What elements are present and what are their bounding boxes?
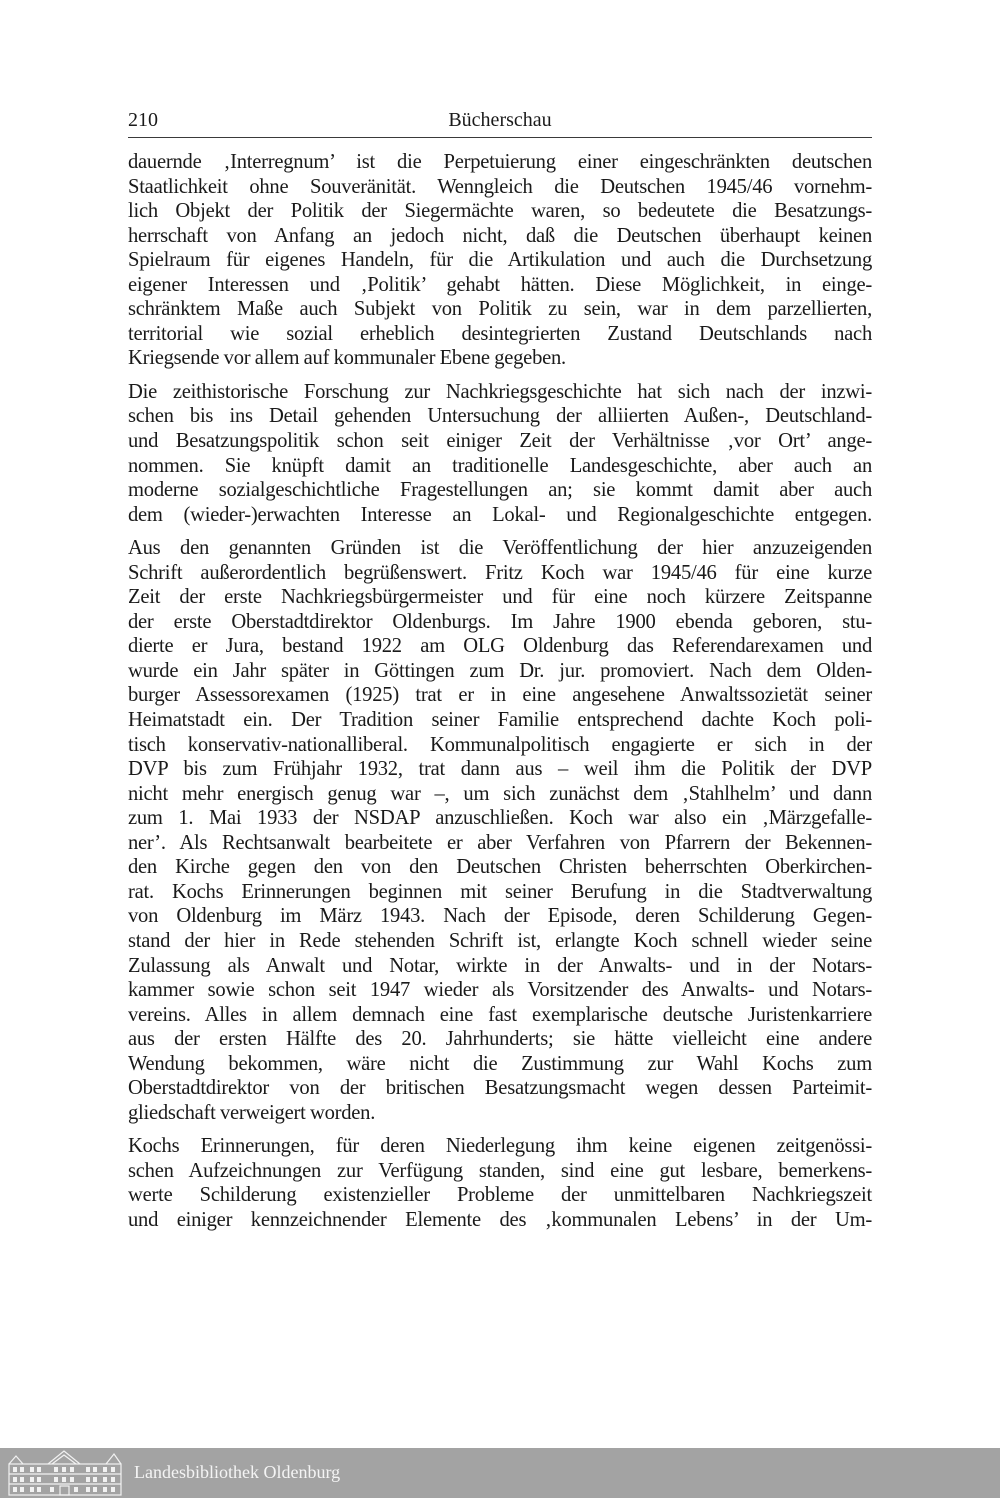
text-line: Schrift außerordentlich begrüßenswert. Fritz Koch war 1945/46 für eine kurze <box>128 561 872 584</box>
text-line: dauernde ‚Interregnum’ ist die Perpetuierung einer eingeschränkten deutschen <box>128 151 872 173</box>
text-line: dierte er Jura, bestand 1922 am OLG Oldenburg das Referendarexamen und <box>128 635 872 658</box>
text-line: Zulassung als Anwalt und Notar, wirkte in der Anwalts- und in der Notars- <box>128 954 872 977</box>
footer-library-label: Landesbibliothek Oldenburg <box>134 1462 341 1482</box>
text-line: zum 1. Mai 1933 der NSDAP anzuschließen. Koch war also ein ‚Märzgefalle- <box>128 807 872 830</box>
text-line: ner’. Als Rechtsanwalt bearbeitete er aber Verfahren von Pfarrern der Bekennen- <box>128 831 872 854</box>
text-line: den Kirche gegen den von den Deutschen Christen beherrschten Oberkirchen- <box>128 856 872 879</box>
text-line: lich Objekt der Politik der Siegermächte waren, so bedeutete die Besatzungs- <box>128 200 872 223</box>
text-line: DVP bis zum Frühjahr 1932, trat dann aus – weil ihm die Politik der DVP <box>128 758 872 781</box>
text-line: vereins. Alles in allem demnach eine fast exemplarische deutsche Juristenkarriere <box>128 1003 872 1026</box>
library-building-icon <box>6 1450 124 1496</box>
text-line: kammer sowie schon seit 1947 wieder als Vorsitzender des Anwalts- und Notars- <box>128 979 872 1002</box>
page-number: 210 <box>128 109 158 131</box>
text-line: Spielraum für eigenes Handeln, für die Artikulation und auch die Durchsetzung <box>128 249 872 272</box>
text-line: Die zeithistorische Forschung zur Nachkriegsgeschichte hat sich nach der inzwi- <box>128 380 872 403</box>
text-line: Zeit der erste Nachkriegsbürgermeister und für eine noch kürzere Zeitspanne <box>128 586 872 609</box>
text-line: und einiger kennzeichnender Elemente des ‚kommunalen Lebens’ in der Um- <box>128 1208 872 1231</box>
text-line: territorial wie sozial erheblich desintegrierten Zustand Deutschlands nach <box>128 322 872 345</box>
text-line: und Besatzungspolitik schon seit einiger Zeit der Verhältnisse ‚vor Ort’ ange- <box>128 430 872 453</box>
text-line: von Oldenburg im März 1943. Nach der Episode, deren Schilderung Gegen- <box>128 905 872 928</box>
text-line: werte Schilderung existenzieller Probleme der unmittelbaren Nachkriegszeit <box>128 1184 872 1207</box>
paragraph-2 <box>128 380 872 527</box>
footer-bar <box>0 1448 1000 1498</box>
text-line: Wendung bekommen, wäre nicht die Zustimmung zur Wahl Kochs zum <box>128 1052 872 1075</box>
text-line: gliedschaft verweigert worden. <box>128 1101 376 1124</box>
text-line: nicht mehr energisch genug war –, um sich zunächst dem ‚Stahlhelm’ und dann <box>128 782 872 805</box>
document-page <box>128 104 872 1242</box>
text-line: der erste Oberstadtdirektor Oldenburgs. Im Jahre 1900 ebenda geboren, stu- <box>128 610 872 633</box>
text-line: schen bis ins Detail gehenden Untersuchung der alliierten Außen-, Deutschland- <box>128 405 872 428</box>
text-line: schränktem Maße auch Subjekt von Politik zu sein, war in dem parzellierten, <box>128 298 872 321</box>
text-line: Kochs Erinnerungen, für deren Niederlegung ihm keine eigenen zeitgenössi- <box>128 1135 872 1158</box>
running-head <box>128 104 872 136</box>
header-rule <box>128 137 872 138</box>
paragraph-1 <box>128 150 872 371</box>
text-line: Staatlichkeit ohne Souveränität. Wenngleich die Deutschen 1945/46 vornehm- <box>128 175 872 198</box>
text-line: moderne sozialgeschichtliche Fragestellungen an; sie kommt damit aber auch <box>128 479 872 502</box>
text-line: nommen. Sie knüpft damit an traditionelle Landesgeschichte, aber auch an <box>128 454 872 477</box>
text-line: burger Assessorexamen (1925) trat er in eine angesehene Anwaltssozietät seiner <box>128 684 872 707</box>
text-line: rat. Kochs Erinnerungen beginnen mit seiner Berufung in die Stadtverwaltung <box>128 880 872 903</box>
text-line: herrschaft von Anfang an jedoch nicht, daß die Deutschen überhaupt keinen <box>128 224 872 247</box>
text-line: wurde ein Jahr später in Göttingen zum Dr. jur. promoviert. Nach dem Olden- <box>128 659 872 682</box>
body-text <box>128 150 872 1233</box>
text-line: eigener Interessen und ‚Politik’ gehabt hätten. Diese Möglichkeit, in einge- <box>128 273 872 296</box>
text-line: stand der hier in Rede stehenden Schrift ist, erlangte Koch schnell wieder seine <box>128 929 872 952</box>
text-line: Oberstadtdirektor von der britischen Besatzungsmacht wegen dessen Parteimit- <box>128 1077 872 1100</box>
paragraph-4 <box>128 1134 872 1232</box>
text-line: Kriegsende vor allem auf kommunaler Ebene gegeben. <box>128 347 566 370</box>
text-line: Aus den genannten Gründen ist die Veröffentlichung der hier anzuzeigenden <box>128 537 872 560</box>
text-line: dem (wieder-)erwachten Interesse an Lokal- und Regionalgeschichte entgegen. <box>128 503 872 526</box>
text-line: schen Aufzeichnungen zur Verfügung standen, sind eine gut lesbare, bemerkens- <box>128 1159 872 1182</box>
paragraph-3 <box>128 536 872 1125</box>
text-line: tisch konservativ-nationalliberal. Kommunalpolitisch engagierte er sich in der <box>128 733 872 756</box>
text-line: Heimatstadt ein. Der Tradition seiner Familie entsprechend dachte Koch poli- <box>128 709 872 732</box>
section-title: Bücherschau <box>448 109 552 131</box>
text-line: aus der ersten Hälfte des 20. Jahrhunderts; sie hätte vielleicht eine andere <box>128 1028 872 1051</box>
